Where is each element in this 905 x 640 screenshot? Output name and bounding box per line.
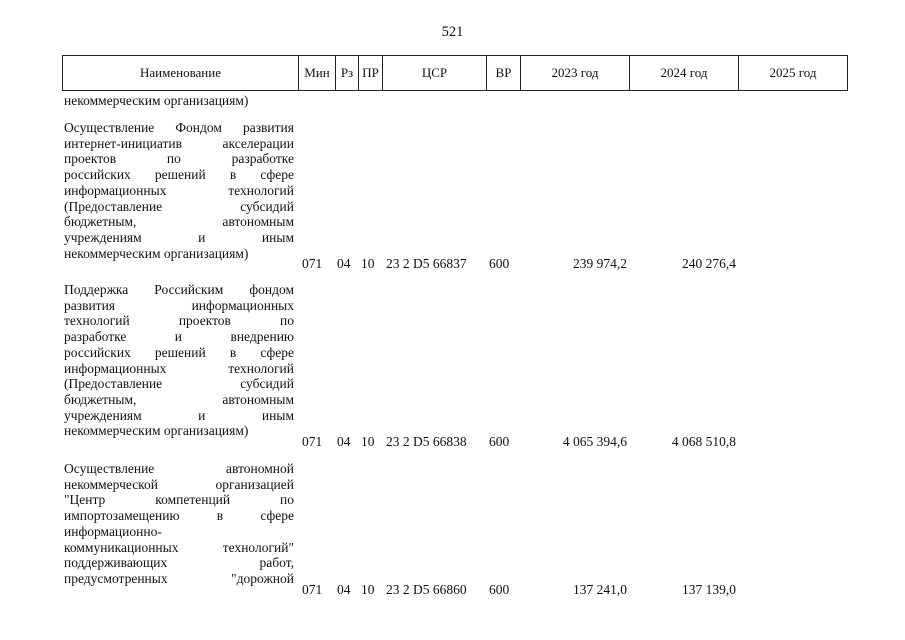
desc-line: "Центр компетенций по bbox=[64, 492, 294, 508]
desc-line: информационно- bbox=[64, 523, 162, 539]
desc-line: разработке и внедрению bbox=[64, 329, 294, 345]
min-code: 071 bbox=[302, 582, 323, 597]
value-2023: 4 065 394,6 bbox=[562, 434, 627, 449]
header-2023: 2023 год bbox=[521, 56, 630, 91]
desc-line: бюджетным, автономным bbox=[64, 214, 294, 230]
value-2024: 137 139,0 bbox=[682, 582, 736, 597]
continuation-text bbox=[64, 93, 294, 109]
csr-code: 23 2 D5 66837 bbox=[386, 256, 467, 271]
vr-code: 600 bbox=[489, 256, 510, 271]
desc-line: некоммерческой организацией bbox=[64, 476, 294, 492]
page-number: 521 bbox=[441, 24, 464, 40]
value-2024: 4 068 510,8 bbox=[671, 434, 736, 449]
header-vr: ВР bbox=[487, 56, 521, 91]
desc-line: учреждениям и иным bbox=[64, 407, 294, 423]
pr-code: 10 bbox=[361, 434, 375, 449]
pr-code: 10 bbox=[361, 256, 375, 271]
desc-line: импортозамещению в сфере bbox=[64, 508, 294, 524]
row-2-description bbox=[64, 282, 294, 439]
rz-code: 04 bbox=[337, 582, 351, 597]
desc-line: Осуществление автономной bbox=[64, 461, 294, 476]
desc-line: некоммерческим организациям) bbox=[64, 245, 249, 261]
desc-line: предусмотренных "дорожной bbox=[64, 570, 294, 586]
desc-line: (Предоставление субсидий bbox=[64, 198, 294, 214]
min-code: 071 bbox=[302, 256, 323, 271]
desc-line: коммуникационных технологий" bbox=[64, 539, 294, 555]
row-1-description bbox=[64, 120, 294, 261]
value-2023: 239 974,2 bbox=[573, 256, 627, 271]
table-header bbox=[62, 55, 848, 91]
value-2024: 240 276,4 bbox=[682, 256, 736, 271]
desc-line: учреждениям и иным bbox=[64, 229, 294, 245]
desc-line: некоммерческим организациям) bbox=[64, 423, 249, 439]
header-rz: Рз bbox=[336, 56, 359, 91]
desc-line: российских решений в сфере bbox=[64, 167, 294, 183]
row-3-description bbox=[64, 461, 294, 587]
header-name: Наименование bbox=[63, 56, 299, 91]
header-2024: 2024 год bbox=[630, 56, 739, 91]
desc-line: бюджетным, автономным bbox=[64, 391, 294, 407]
desc-line: Осуществление Фондом развития bbox=[64, 120, 294, 135]
desc-line: развития информационных bbox=[64, 297, 294, 313]
value-2023: 137 241,0 bbox=[573, 582, 627, 597]
pr-code: 10 bbox=[361, 582, 375, 597]
header-pr: ПР bbox=[359, 56, 383, 91]
vr-code: 600 bbox=[489, 434, 510, 449]
vr-code: 600 bbox=[489, 582, 510, 597]
rz-code: 04 bbox=[337, 434, 351, 449]
desc-line: российских решений в сфере bbox=[64, 344, 294, 360]
header-2025: 2025 год bbox=[739, 56, 848, 91]
desc-line: информационных технологий bbox=[64, 360, 294, 376]
desc-line: проектов по разработке bbox=[64, 151, 294, 167]
csr-code: 23 2 D5 66860 bbox=[386, 582, 467, 597]
desc-line: некоммерческим организациям) bbox=[64, 93, 249, 108]
min-code: 071 bbox=[302, 434, 323, 449]
row-1-values bbox=[0, 256, 905, 272]
csr-code: 23 2 D5 66838 bbox=[386, 434, 467, 449]
desc-line: информационных технологий bbox=[64, 182, 294, 198]
desc-line: технологий проектов по bbox=[64, 313, 294, 329]
row-3-values bbox=[0, 582, 905, 598]
header-csr: ЦСР bbox=[383, 56, 487, 91]
rz-code: 04 bbox=[337, 256, 351, 271]
desc-line: интернет-инициатив акселерации bbox=[64, 135, 294, 151]
desc-line: поддерживающих работ, bbox=[64, 555, 294, 571]
header-min: Мин bbox=[299, 56, 336, 91]
desc-line: Поддержка Российским фондом bbox=[64, 282, 294, 297]
desc-line: (Предоставление субсидий bbox=[64, 376, 294, 392]
row-2-values bbox=[0, 434, 905, 450]
